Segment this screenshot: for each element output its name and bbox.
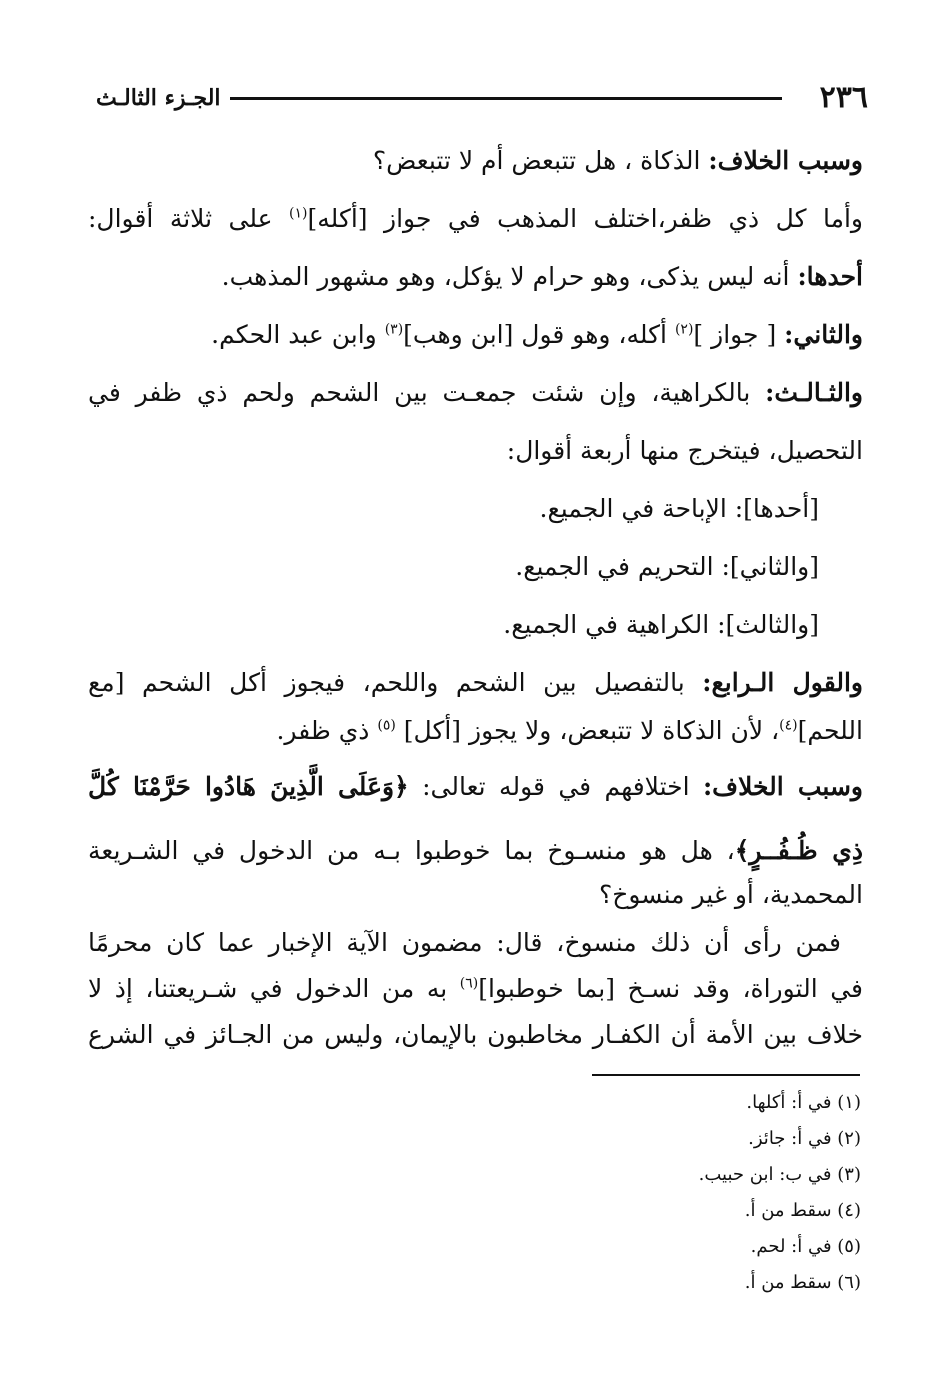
line-text: أكله، وهو قول [ابن وهب] — [403, 320, 675, 349]
list-item — [89, 480, 819, 538]
header-rule — [230, 97, 782, 100]
footnote-ref: (١) — [289, 205, 308, 222]
page-number: ٢٣٦ — [819, 80, 868, 115]
footnote-ref: (٢) — [674, 321, 694, 338]
line-text: خلاف بين الأمة أن الكفـار مخاطبون بالإيمان، وليس من الجـائز في الشرع — [88, 1020, 863, 1049]
line-text: [والثالث]: الكراهية في الجميع. — [503, 610, 819, 639]
line-text: [أحدها]: الإباحة في الجميع. — [539, 494, 819, 523]
footnote: (١) في أ: أكلها. — [746, 1092, 861, 1113]
paragraph-line — [88, 190, 863, 248]
line-text: ، لأن الذكاة لا تتبعض، ولا يجوز [أكل] — [395, 716, 780, 745]
line-text: اللحم] — [797, 716, 863, 745]
section-heading: والقول الـرابع: — [702, 668, 863, 697]
section-heading: والثـالـث: — [765, 378, 863, 407]
volume-title: الجـزء الثالـث — [96, 85, 221, 111]
section-heading: والثاني: — [784, 320, 863, 349]
paragraph-line — [88, 248, 863, 306]
footnote-ref: (٤) — [779, 717, 798, 734]
list-item — [89, 596, 819, 654]
quran-quote: ذِي ظُـفُــرٍ﴾ — [734, 836, 863, 865]
paragraph-line — [88, 758, 863, 816]
section-heading: وسبب الخلاف: — [702, 772, 863, 801]
paragraph-line — [88, 422, 863, 480]
line-text: على ثلاثة أقوال: — [88, 204, 290, 233]
footnote: (٢) في أ: جائز. — [748, 1128, 861, 1149]
line-text: بالتفصيل بين الشحم واللحم، فيجوز أكل الشحم [مع — [88, 668, 703, 697]
line-text: الذكاة ، هل تتبعض أم لا تتبعض؟ — [372, 146, 709, 175]
line-text: أنه ليس يذكى، وهو حرام لا يؤكل، وهو مشهور المذهب. — [221, 262, 798, 291]
running-header — [96, 78, 868, 118]
quran-quote: ﴿وَعَلَى الَّذِينَ هَادُوا حَرَّمْنَا كُلَّ — [88, 772, 409, 801]
line-text: فمن رأى أن ذلك منسوخ، قال: مضمون الآية الإخبار عما كان محرمًا — [88, 928, 841, 957]
line-text: ، هل هو منسـوخ بما خوطبوا بـه من الدخول في الشـريعة — [88, 836, 735, 865]
section-heading: وسبب الخلاف: — [708, 146, 863, 175]
line-text: التحصيل، فيتخرج منها أربعة أقوال: — [506, 436, 863, 465]
line-text: [والثاني]: التحريم في الجميع. — [515, 552, 819, 581]
footnote: (٣) في ب: ابن حبيب. — [698, 1164, 861, 1185]
footnote: (٥) في أ: لحم. — [750, 1236, 861, 1257]
footnote-ref: (٦) — [459, 975, 479, 992]
paragraph-line — [88, 306, 863, 364]
paragraph-line — [88, 1006, 863, 1064]
paragraph-line — [88, 132, 863, 190]
line-text: به من الدخول في شـريعتنا، إذ لا — [88, 974, 460, 1003]
footnote-separator — [592, 1074, 860, 1076]
line-text: ذي ظفر. — [276, 716, 378, 745]
list-item — [89, 538, 819, 596]
section-heading: أحدها: — [797, 262, 863, 291]
paragraph-line — [88, 364, 863, 422]
line-text: بالكراهية، وإن شئت جمعـت بين الشحم ولحم ذي ظفر في — [88, 378, 766, 407]
line-text: في التوراة، وقد نسـخ [بما خوطبوا] — [478, 974, 863, 1003]
line-text: اختلافهم في قوله تعالى: — [408, 772, 703, 801]
line-text: المحمدية، أو غير منسوخ؟ — [599, 880, 863, 909]
footnote-ref: (٣) — [384, 321, 404, 338]
line-text: [ جواز ] — [693, 320, 785, 349]
footnote-ref: (٥) — [377, 717, 396, 734]
footnote: (٦) سقط من أ. — [744, 1272, 861, 1293]
line-text: وأما كل ذي ظفر،اختلف المذهب في جواز [أكله] — [307, 204, 863, 233]
paragraph-line — [88, 702, 863, 760]
line-text: وابن عبد الحكم. — [211, 320, 385, 349]
footnote: (٤) سقط من أ. — [744, 1200, 861, 1221]
